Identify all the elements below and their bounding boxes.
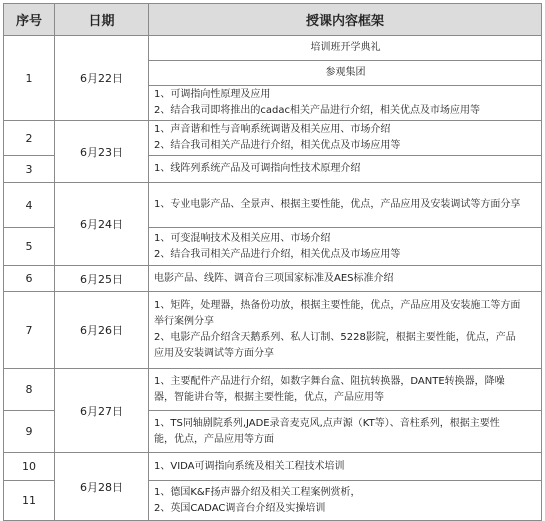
row-date: 6月28日 (55, 453, 149, 521)
row-number: 9 (4, 411, 55, 453)
table-row (4, 36, 542, 61)
session-line: 1、VIDA可调指向系统及相关工程技术培训 (154, 460, 345, 472)
session-line: 参观集团 (325, 67, 366, 78)
row-number: 11 (4, 481, 55, 521)
session-line: 2、电影产品介绍含天鹅系列、私人订制、5228影院，根据主要性能，优点，产品 (154, 332, 516, 343)
session-cell (149, 266, 542, 292)
session-line: 1、线阵列系统产品及可调指向性技术原理介绍 (154, 163, 361, 174)
header-content: 授课内容框架 (149, 4, 542, 36)
session-cell (149, 86, 542, 121)
row-number: 10 (4, 453, 55, 481)
session-cell (149, 411, 542, 453)
session-line: 1、TS同轴剧院系列,JADE录音麦克风,点声源（KT等）、音柱系列，根据主要性 (154, 417, 500, 429)
session-line: 2、英国CADAC调音台介绍及实操培训 (154, 502, 326, 514)
course-schedule-table (3, 3, 542, 521)
row-date: 6月26日 (55, 292, 149, 369)
row-number: 4 (4, 183, 55, 228)
session-line: 1、声音谐和性与音响系统调谐及相关应用、市场介绍 (154, 124, 391, 135)
session-cell (149, 183, 542, 228)
row-date: 6月22日 (55, 36, 149, 121)
session-cell (149, 121, 542, 156)
session-cell (149, 453, 542, 481)
table-row (4, 453, 542, 481)
session-line: 培训班开学典礼 (310, 42, 381, 53)
session-cell (149, 61, 542, 86)
row-number: 5 (4, 228, 55, 266)
session-line: 1、矩阵，处理器，热备份功放，根据主要性能，优点，产品应用及安装施工等方面 (154, 300, 521, 311)
session-line: 2、结合我司即将推出的cadac相关产品进行介绍，相关优点及市场应用等 (154, 105, 480, 116)
session-line: 1、可变混响技术及相关应用、市场介绍 (154, 232, 331, 244)
row-number: 3 (4, 156, 55, 183)
session-line: 2、结合我司相关产品进行介绍，相关优点及市场应用等 (154, 248, 401, 260)
table-row (4, 369, 542, 411)
row-date: 6月27日 (55, 369, 149, 453)
session-line: 应用及安装调试等方面分享 (154, 348, 274, 359)
session-line: 电影产品、线阵、调音台三项国家标准及AES标准介绍 (154, 272, 394, 284)
row-number: 2 (4, 121, 55, 156)
session-cell (149, 228, 542, 266)
table-row (4, 292, 542, 369)
session-cell (149, 481, 542, 521)
session-line: 1、主要配件产品进行介绍，如数字舞台盒、阻抗转换器，DANTE转换器，降噪 (154, 375, 505, 387)
session-line: 1、可调指向性原理及应用 (154, 89, 271, 100)
session-cell (149, 369, 542, 411)
session-line: 举行案例分享 (154, 316, 214, 327)
header-date: 日期 (55, 4, 149, 36)
session-line: 能，优点，产品应用等方面 (154, 433, 274, 445)
session-line: 1、专业电影产品、全景声、根据主要性能，优点，产品应用及安装调试等方面分享 (154, 199, 521, 210)
table-row (4, 121, 542, 156)
row-date: 6月24日 (55, 183, 149, 266)
row-number: 8 (4, 369, 55, 411)
session-cell (149, 156, 542, 183)
session-line: 器，智能讲台等，根据主要性能，优点，产品应用等 (154, 391, 384, 403)
header-row (4, 4, 542, 36)
table-row (4, 183, 542, 228)
row-number: 1 (4, 36, 55, 121)
header-number: 序号 (4, 4, 55, 36)
session-line: 2、结合我司相关产品进行介绍，相关优点及市场应用等 (154, 140, 401, 151)
session-cell (149, 292, 542, 369)
table-row (4, 266, 542, 292)
row-number: 6 (4, 266, 55, 292)
row-date: 6月25日 (55, 266, 149, 292)
session-cell (149, 36, 542, 61)
row-date: 6月23日 (55, 121, 149, 183)
session-line: 1、德国K&F扬声器介绍及相关工程案例赏析， (154, 486, 361, 498)
row-number: 7 (4, 292, 55, 369)
